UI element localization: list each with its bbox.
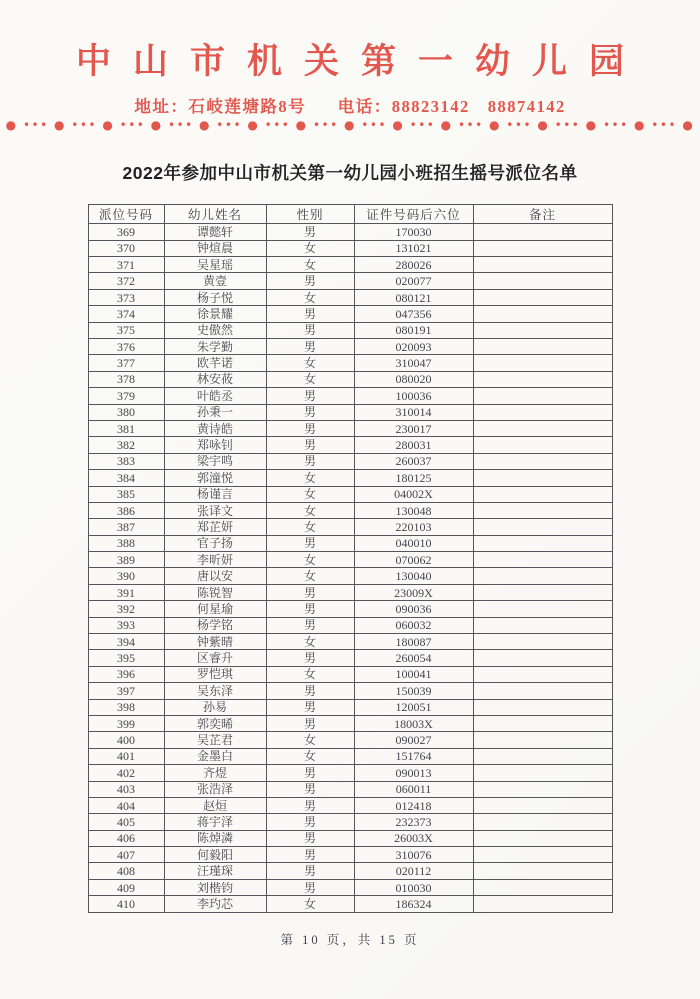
cell-gender: 男 (266, 715, 354, 731)
cell-remark (473, 306, 612, 322)
table-row (88, 420, 612, 436)
table-row (88, 584, 612, 600)
cell-id-last6: 26003X (354, 830, 473, 846)
cell-id-last6: 130040 (354, 568, 473, 584)
cell-id-last6: 060032 (354, 617, 473, 633)
cell-remark (473, 552, 612, 568)
cell-child-name: 吴星瑶 (164, 257, 266, 273)
cell-id-last6: 090036 (354, 601, 473, 617)
cell-remark (473, 437, 612, 453)
cell-remark (473, 224, 612, 240)
cell-gender: 男 (266, 273, 354, 289)
table-row (88, 715, 612, 731)
cell-id-last6: 012418 (354, 797, 473, 813)
cell-id-last6: 180125 (354, 470, 473, 486)
table-row (88, 863, 612, 879)
cell-gender: 男 (266, 847, 354, 863)
cell-id-last6: 020112 (354, 863, 473, 879)
cell-id-last6: 090027 (354, 732, 473, 748)
cell-id-last6: 010030 (354, 879, 473, 895)
cell-id-last6: 100036 (354, 388, 473, 404)
cell-placement-number: 402 (88, 765, 164, 781)
cell-gender: 男 (266, 814, 354, 830)
cell-placement-number: 381 (88, 420, 164, 436)
cell-remark (473, 896, 612, 912)
table-row (88, 732, 612, 748)
table-row (88, 814, 612, 830)
dotted-separator: ● ••• ● ••• ● ••• ● ••• ● ••• ● ••• ● ••• ● ••• ● ••• ● ••• ● ••• ● ••• ● ••• ● ••• ● (5, 118, 695, 133)
cell-id-last6: 23009X (354, 584, 473, 600)
cell-child-name: 郑芷妍 (164, 519, 266, 535)
cell-placement-number: 394 (88, 634, 164, 650)
table-row (88, 552, 612, 568)
cell-remark (473, 273, 612, 289)
cell-placement-number: 397 (88, 683, 164, 699)
cell-placement-number: 405 (88, 814, 164, 830)
cell-id-last6: 232373 (354, 814, 473, 830)
cell-id-last6: 090013 (354, 765, 473, 781)
cell-placement-number: 393 (88, 617, 164, 633)
cell-gender: 男 (266, 535, 354, 551)
cell-id-last6: 070062 (354, 552, 473, 568)
phone-text: 电话：88823142 88874142 (337, 97, 566, 117)
cell-child-name: 何星瑜 (164, 601, 266, 617)
cell-placement-number: 374 (88, 306, 164, 322)
cell-child-name: 杨学铭 (164, 617, 266, 633)
cell-child-name: 孙秉一 (164, 404, 266, 420)
cell-placement-number: 379 (88, 388, 164, 404)
cell-remark (473, 863, 612, 879)
cell-remark (473, 830, 612, 846)
cell-id-last6: 040010 (354, 535, 473, 551)
cell-remark (473, 650, 612, 666)
table-row (88, 502, 612, 518)
cell-id-last6: 260054 (354, 650, 473, 666)
cell-id-last6: 180087 (354, 634, 473, 650)
cell-child-name: 李玓芯 (164, 896, 266, 912)
column-header-child-name: 幼儿姓名 (164, 205, 266, 224)
cell-placement-number: 389 (88, 552, 164, 568)
table-row (88, 666, 612, 682)
cell-gender: 男 (266, 322, 354, 338)
cell-child-name: 欧芊诺 (164, 355, 266, 371)
cell-child-name: 张译文 (164, 502, 266, 518)
cell-gender: 女 (266, 289, 354, 305)
cell-remark (473, 388, 612, 404)
table-row (88, 338, 612, 354)
cell-placement-number: 382 (88, 437, 164, 453)
cell-remark (473, 879, 612, 895)
cell-placement-number: 380 (88, 404, 164, 420)
table-row (88, 519, 612, 535)
cell-child-name: 吴东泽 (164, 683, 266, 699)
cell-child-name: 钟紫晴 (164, 634, 266, 650)
cell-id-last6: 310014 (354, 404, 473, 420)
cell-gender: 男 (266, 224, 354, 240)
page-number: 第 10 页，共 15 页 (280, 932, 420, 947)
cell-placement-number: 377 (88, 355, 164, 371)
cell-gender: 女 (266, 470, 354, 486)
cell-gender: 男 (266, 306, 354, 322)
table-row (88, 371, 612, 387)
table-row (88, 535, 612, 551)
column-header-gender: 性别 (266, 205, 354, 224)
cell-id-last6: 151764 (354, 748, 473, 764)
cell-id-last6: 060011 (354, 781, 473, 797)
table-row (88, 830, 612, 846)
table-row (88, 257, 612, 273)
cell-id-last6: 150039 (354, 683, 473, 699)
cell-remark (473, 568, 612, 584)
cell-id-last6: 130048 (354, 502, 473, 518)
cell-remark (473, 765, 612, 781)
cell-child-name: 谭懿轩 (164, 224, 266, 240)
cell-placement-number: 399 (88, 715, 164, 731)
cell-gender: 男 (266, 765, 354, 781)
cell-placement-number: 403 (88, 781, 164, 797)
table-row (88, 765, 612, 781)
cell-remark (473, 634, 612, 650)
column-header-placement-number: 派位号码 (88, 205, 164, 224)
cell-child-name: 齐煜 (164, 765, 266, 781)
table-row (88, 273, 612, 289)
cell-placement-number: 385 (88, 486, 164, 502)
table-row (88, 896, 612, 912)
cell-child-name: 张浩泽 (164, 781, 266, 797)
cell-gender: 女 (266, 568, 354, 584)
cell-remark (473, 470, 612, 486)
cell-gender: 女 (266, 371, 354, 387)
cell-gender: 男 (266, 338, 354, 354)
cell-placement-number: 384 (88, 470, 164, 486)
cell-child-name: 朱学勤 (164, 338, 266, 354)
cell-id-last6: 080121 (354, 289, 473, 305)
cell-remark (473, 453, 612, 469)
cell-remark (473, 666, 612, 682)
table-row (88, 306, 612, 322)
cell-id-last6: 020093 (354, 338, 473, 354)
cell-id-last6: 047356 (354, 306, 473, 322)
cell-remark (473, 420, 612, 436)
cell-placement-number: 369 (88, 224, 164, 240)
table-row (88, 699, 612, 715)
cell-gender: 男 (266, 797, 354, 813)
cell-placement-number: 375 (88, 322, 164, 338)
cell-id-last6: 280026 (354, 257, 473, 273)
cell-placement-number: 370 (88, 240, 164, 256)
cell-child-name: 官子扬 (164, 535, 266, 551)
cell-child-name: 郭潼悦 (164, 470, 266, 486)
cell-id-last6: 080191 (354, 322, 473, 338)
cell-remark (473, 486, 612, 502)
cell-remark (473, 797, 612, 813)
table-header-row (88, 205, 612, 224)
cell-id-last6: 280031 (354, 437, 473, 453)
cell-child-name: 梁宇鸣 (164, 453, 266, 469)
cell-placement-number: 376 (88, 338, 164, 354)
cell-id-last6: 080020 (354, 371, 473, 387)
cell-child-name: 郭奕晞 (164, 715, 266, 731)
cell-remark (473, 683, 612, 699)
cell-child-name: 陈锐智 (164, 584, 266, 600)
cell-gender: 男 (266, 388, 354, 404)
cell-child-name: 黄诗皓 (164, 420, 266, 436)
cell-remark (473, 355, 612, 371)
cell-gender: 女 (266, 240, 354, 256)
cell-gender: 女 (266, 355, 354, 371)
cell-placement-number: 404 (88, 797, 164, 813)
cell-placement-number: 395 (88, 650, 164, 666)
cell-child-name: 汪瑾琛 (164, 863, 266, 879)
table-row (88, 224, 612, 240)
cell-gender: 男 (266, 683, 354, 699)
cell-remark (473, 601, 612, 617)
cell-gender: 女 (266, 552, 354, 568)
cell-placement-number: 408 (88, 863, 164, 879)
table-row (88, 470, 612, 486)
cell-remark (473, 322, 612, 338)
cell-remark (473, 584, 612, 600)
cell-placement-number: 391 (88, 584, 164, 600)
cell-remark (473, 847, 612, 863)
cell-placement-number: 388 (88, 535, 164, 551)
cell-child-name: 孙易 (164, 699, 266, 715)
cell-placement-number: 396 (88, 666, 164, 682)
cell-gender: 女 (266, 748, 354, 764)
letterhead (0, 0, 700, 131)
cell-id-last6: 310047 (354, 355, 473, 371)
table-row (88, 240, 612, 256)
cell-child-name: 杨子悦 (164, 289, 266, 305)
cell-placement-number: 406 (88, 830, 164, 846)
cell-remark (473, 371, 612, 387)
cell-child-name: 李昕妍 (164, 552, 266, 568)
column-header-remark: 备注 (473, 205, 612, 224)
address-text: 地址：石岐莲塘路8号 (134, 97, 307, 117)
cell-gender: 女 (266, 519, 354, 535)
table-row (88, 404, 612, 420)
cell-child-name: 赵烜 (164, 797, 266, 813)
table-body (88, 224, 612, 912)
cell-gender: 男 (266, 437, 354, 453)
cell-gender: 男 (266, 420, 354, 436)
cell-gender: 男 (266, 699, 354, 715)
cell-gender: 男 (266, 404, 354, 420)
cell-remark (473, 502, 612, 518)
cell-remark (473, 715, 612, 731)
table-row (88, 486, 612, 502)
table-header (88, 205, 612, 224)
cell-placement-number: 410 (88, 896, 164, 912)
table-row (88, 879, 612, 895)
cell-id-last6: 170030 (354, 224, 473, 240)
cell-id-last6: 120051 (354, 699, 473, 715)
cell-child-name: 林安莜 (164, 371, 266, 387)
cell-gender: 男 (266, 863, 354, 879)
cell-placement-number: 386 (88, 502, 164, 518)
table-row (88, 601, 612, 617)
cell-child-name: 钟煊晨 (164, 240, 266, 256)
cell-id-last6: 260037 (354, 453, 473, 469)
cell-placement-number: 383 (88, 453, 164, 469)
cell-placement-number: 392 (88, 601, 164, 617)
cell-placement-number: 378 (88, 371, 164, 387)
table-row (88, 748, 612, 764)
cell-id-last6: 04002X (354, 486, 473, 502)
cell-child-name: 刘楷钧 (164, 879, 266, 895)
cell-gender: 男 (266, 879, 354, 895)
document-title: 2022年参加中山市机关第一幼儿园小班招生摇号派位名单 (122, 163, 578, 184)
cell-remark (473, 338, 612, 354)
table-row (88, 683, 612, 699)
cell-remark (473, 519, 612, 535)
cell-gender: 男 (266, 601, 354, 617)
cell-id-last6: 131021 (354, 240, 473, 256)
cell-remark (473, 257, 612, 273)
cell-child-name: 陈焯潾 (164, 830, 266, 846)
cell-gender: 女 (266, 732, 354, 748)
cell-gender: 女 (266, 666, 354, 682)
cell-placement-number: 387 (88, 519, 164, 535)
cell-child-name: 黄壹 (164, 273, 266, 289)
cell-child-name: 徐景耀 (164, 306, 266, 322)
table-row (88, 650, 612, 666)
cell-remark (473, 404, 612, 420)
cell-remark (473, 289, 612, 305)
cell-remark (473, 617, 612, 633)
cell-child-name: 史傲然 (164, 322, 266, 338)
cell-placement-number: 372 (88, 273, 164, 289)
cell-id-last6: 220103 (354, 519, 473, 535)
cell-placement-number: 401 (88, 748, 164, 764)
cell-child-name: 金墨白 (164, 748, 266, 764)
cell-id-last6: 310076 (354, 847, 473, 863)
table-row (88, 797, 612, 813)
cell-gender: 女 (266, 502, 354, 518)
cell-placement-number: 400 (88, 732, 164, 748)
cell-gender: 女 (266, 896, 354, 912)
table-row (88, 322, 612, 338)
table-row (88, 568, 612, 584)
table-row (88, 453, 612, 469)
cell-placement-number: 373 (88, 289, 164, 305)
cell-gender: 男 (266, 584, 354, 600)
cell-remark (473, 732, 612, 748)
column-header-id-last6: 证件号码后六位 (354, 205, 473, 224)
cell-remark (473, 699, 612, 715)
placement-table (88, 204, 613, 912)
cell-remark (473, 240, 612, 256)
cell-child-name: 蒋宇泽 (164, 814, 266, 830)
cell-placement-number: 398 (88, 699, 164, 715)
cell-id-last6: 020077 (354, 273, 473, 289)
cell-placement-number: 371 (88, 257, 164, 273)
cell-child-name: 郑咏钊 (164, 437, 266, 453)
table-row (88, 289, 612, 305)
cell-placement-number: 409 (88, 879, 164, 895)
cell-child-name: 唐以安 (164, 568, 266, 584)
cell-gender: 男 (266, 830, 354, 846)
school-name: 中山市机关第一幼儿园 (75, 42, 646, 81)
cell-child-name: 杨谨言 (164, 486, 266, 502)
cell-child-name: 何毅阳 (164, 847, 266, 863)
table-row (88, 355, 612, 371)
table-row (88, 781, 612, 797)
cell-child-name: 叶皓丞 (164, 388, 266, 404)
cell-id-last6: 18003X (354, 715, 473, 731)
cell-gender: 男 (266, 650, 354, 666)
address-phone-line (0, 93, 700, 117)
cell-gender: 女 (266, 634, 354, 650)
cell-child-name: 区睿升 (164, 650, 266, 666)
table-row (88, 437, 612, 453)
cell-remark (473, 748, 612, 764)
cell-gender: 男 (266, 617, 354, 633)
cell-child-name: 罗恺琪 (164, 666, 266, 682)
table-row (88, 388, 612, 404)
cell-placement-number: 407 (88, 847, 164, 863)
cell-id-last6: 186324 (354, 896, 473, 912)
cell-child-name: 吴芷君 (164, 732, 266, 748)
cell-id-last6: 100041 (354, 666, 473, 682)
cell-gender: 男 (266, 453, 354, 469)
cell-gender: 女 (266, 486, 354, 502)
cell-gender: 男 (266, 781, 354, 797)
cell-id-last6: 230017 (354, 420, 473, 436)
table-row (88, 634, 612, 650)
cell-remark (473, 814, 612, 830)
cell-remark (473, 535, 612, 551)
table-row (88, 617, 612, 633)
cell-placement-number: 390 (88, 568, 164, 584)
cell-gender: 女 (266, 257, 354, 273)
cell-remark (473, 781, 612, 797)
table-row (88, 847, 612, 863)
